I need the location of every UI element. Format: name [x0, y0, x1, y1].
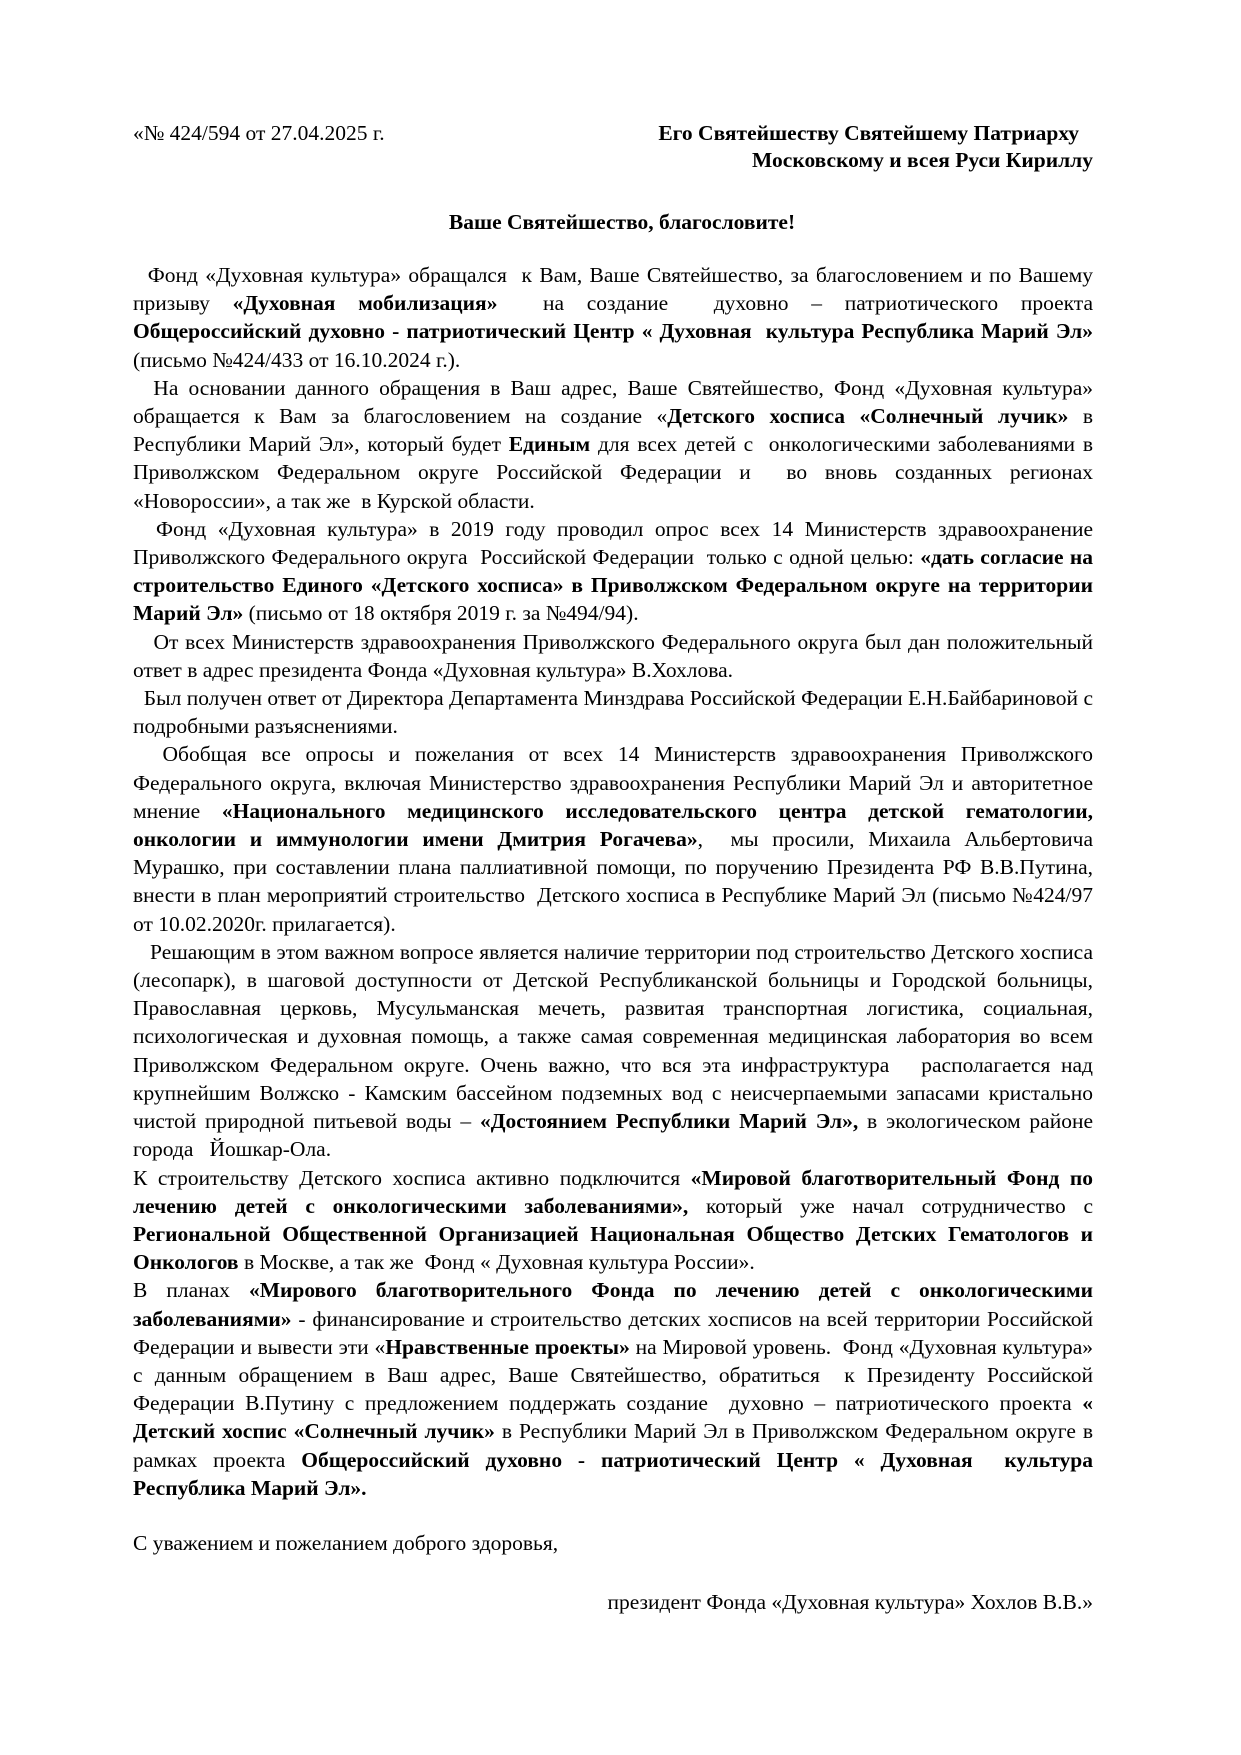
text-run: , мы просили, Михаила Альбертовича Мурашко, при составлении плана паллиативной помощи, по поручению Президента РФ В.В.Путина, внести в план мероприятий строительство Детского хосписа в Республике Марий Эл (письмо №424/97 от 10.02.2020г. прилагается). — [133, 827, 1099, 936]
bold-text-run: Детского хосписа «Солнечный лучик» — [667, 404, 1069, 429]
text-run: К строительству Детского хосписа активно подключится — [133, 1165, 691, 1190]
text-run: Решающим в этом важном вопросе является наличие территории под строительство Детского хосписа (лесопарк), в шаговой доступности от Детской Республиканской больницы и Городской больницы, Православная церковь, Мусульманская мечеть, развитая транспортная логистика, социальная, психологическая и духовная помощь, а также самая современная медицинская лаборатория во всем Приволжском Федеральном округе. Очень важно, что вся эта инфраструктура располагается над крупнейшим Волжско - Камским бассейном подземных вод с неисчерпаемыми запасами кристально чистой природной питьевой воды – — [133, 939, 1104, 1134]
text-run: в экологическом районе города Йошкар-Ола. — [133, 1109, 1099, 1162]
body-paragraph — [133, 938, 1104, 1164]
text-run: (письмо №424/433 от 16.10.2024 г.). — [133, 319, 1099, 372]
bold-text-run: «дать согласие на строительство Единого «Детского хосписа» в Приволжском Федеральном округе на территории Марий Эл» — [133, 545, 1099, 626]
addressee-block — [658, 120, 1093, 174]
text-run: Фонд «Духовная культура» обращался к Вам, Ваше Святейшество, за благословением и по Вашему призыву — [133, 263, 1099, 316]
bold-text-run: Общероссийский духовно - патриотический Центр « Духовная культура Республика Марий Эл» — [133, 319, 1093, 344]
closing-line: С уважением и пожеланием доброго здоровья, — [133, 1530, 559, 1555]
bold-text-run: «Национального медицинского исследовательского центра детской гематологии, онкологии и иммунологии имени Дмитрия Рогачева» — [133, 798, 1099, 852]
letter-page — [133, 118, 1104, 1616]
letter-header — [133, 118, 1093, 178]
text-run: Был получен ответ от Директора Департамента Минздрава Российской Федерации Е.Н.Байбариновой с подробными разъяснениями. — [133, 686, 1099, 739]
bold-text-run: «Духовная мобилизация» — [232, 291, 498, 316]
text-run: На основании данного обращения в Ваш адрес, Ваше Святейшество, Фонд «Духовная культура» обращается к Вам за благословением на создание « — [133, 375, 1099, 429]
body-paragraph — [133, 740, 1099, 937]
text-run: который уже начал сотрудничество с — [688, 1193, 1099, 1218]
bold-text-run: «Мировой благотворительный Фонд по лечению детей с онкологическими заболеваниями», — [133, 1165, 1099, 1218]
text-run: на создание духовно – патриотического проекта — [497, 291, 1099, 316]
bold-text-run: Региональной Общественной Организацией Национальная Общество Детских Гематологов и Онкологов — [133, 1221, 1104, 1275]
bold-text-run: «Мирового благотворительного Фонда по лечению детей с онкологическими заболеваниями» — [133, 1278, 1099, 1331]
text-run: Фонд «Духовная культура» в 2019 году проводил опрос всех 14 Министерств здравоохранение Приволжского Федерального округа Российской Федерации только с одной целью: — [133, 516, 1099, 570]
text-run: на Мировой уровень. Фонд «Духовная культура» с данным обращением в Ваш адрес, Ваше Святейшество, обратиться к Президенту Российской Федерации В.Путину с предложением поддержать создание духовно – патриотического проекта — [133, 1334, 1099, 1416]
body-paragraph — [133, 374, 1099, 515]
body-paragraph — [133, 628, 1099, 684]
addressee-line-1: Его Святейшеству Святейшему Патриарху — [658, 121, 1079, 145]
signature-line: президент Фонда «Духовная культура» Хохлов В.В.» — [607, 1589, 1093, 1614]
body-paragraph — [133, 684, 1099, 740]
text-run: в Республики Марий Эл в Приволжском Федеральном округе в рамках проекта — [133, 1419, 1099, 1472]
text-run: - финансирование и строительство детских хосписов на всей территории Российской Федерации и вывести эти « — [133, 1306, 1099, 1359]
text-run: в Москве, а так же Фонд « Духовная культура России». — [238, 1250, 755, 1275]
text-run: для всех детей с онкологическими заболеваниями в Приволжском Федеральном округе Российской Федерации и во вновь созданных регионах «Новороссии», а так же в Курской области. — [133, 432, 1099, 513]
letter-reference-number: «№ 424/594 от 27.04.2025 г. — [133, 121, 385, 145]
addressee-line-2: Московскому и всея Руси Кириллу — [752, 148, 1093, 172]
body-paragraph — [133, 515, 1099, 628]
text-run: Обобщая все опросы и пожелания от всех 14 Министерств здравоохранения Приволжского Федерального округа, включая Министерство здравоохранения Республики Марий Эл и авторитетное мнение — [133, 742, 1099, 823]
bold-text-run: Единым — [508, 432, 591, 457]
text-run: От всех Министерств здравоохранения Приволжского Федерального округа был дан положительный ответ в адрес президента Фонда «Духовная культура» В.Хохлова. — [133, 629, 1099, 682]
text-run: В планах — [133, 1278, 249, 1303]
body-paragraph — [133, 261, 1099, 374]
bold-text-run: Нравственные проекты» — [385, 1334, 630, 1359]
body-paragraph — [133, 1164, 1104, 1277]
bold-text-run: « Детский хоспис «Солнечный лучик» — [133, 1391, 1099, 1444]
salutation: Ваше Святейшество, благословите! — [448, 210, 796, 234]
letter-body — [133, 261, 1104, 1502]
bold-text-run: «Достоянием Республики Марий Эл», — [479, 1109, 859, 1134]
text-run: в Республики Марий Эл», который будет — [133, 404, 1099, 457]
bold-text-run: Общероссийский духовно - патриотический Центр « Духовная культура Республика Марий Эл». — [133, 1447, 1099, 1500]
text-run: (письмо от 18 октября 2019 г. за №494/94). — [243, 601, 639, 626]
body-paragraph — [133, 1276, 1099, 1502]
